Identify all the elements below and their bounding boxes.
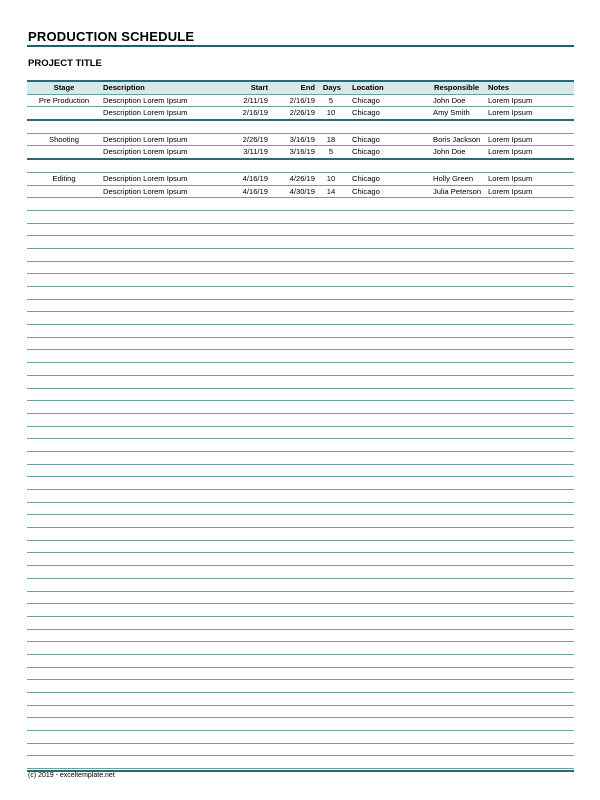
table-body: [27, 95, 574, 769]
cell-notes: Lorem Ipsum: [488, 173, 533, 183]
table-row: [27, 503, 574, 516]
table-row: [27, 706, 574, 719]
cell-location: Chicago: [352, 186, 380, 196]
table-row: [27, 198, 574, 211]
header-description: Description: [103, 83, 145, 92]
table-row: [27, 107, 574, 121]
cell-start: 2/11/19: [243, 95, 268, 105]
cell-notes: Lorem Ipsum: [488, 108, 533, 118]
table-row: [27, 630, 574, 643]
table-row: [27, 718, 574, 731]
table-row: [27, 224, 574, 237]
footer-copyright: (c) 2019 - exceltemplate.net: [28, 772, 115, 779]
table-row: [27, 655, 574, 668]
cell-start: 4/16/19: [242, 173, 268, 183]
table-row: [27, 338, 574, 351]
cell-start: 2/26/19: [242, 134, 268, 144]
cell-location: Chicago: [352, 173, 380, 183]
table-row: [27, 680, 574, 693]
table-header-row: [27, 82, 574, 95]
table-row: [27, 160, 574, 173]
table-row: [27, 300, 574, 313]
table-row: [27, 515, 574, 528]
cell-description: Description Lorem Ipsum: [103, 186, 188, 196]
table-row: [27, 579, 574, 592]
table-row: [27, 363, 574, 376]
header-days: Days: [322, 83, 341, 92]
table-row: [27, 566, 574, 579]
cell-location: Chicago: [352, 147, 380, 157]
cell-responsible: Boris Jackson: [433, 134, 481, 144]
header-notes: Notes: [488, 83, 510, 92]
table-row: [27, 756, 574, 769]
table-row: [27, 731, 574, 744]
cell-notes: Lorem Ipsum: [488, 186, 533, 196]
table-row: [27, 744, 574, 757]
cell-responsible: Julia Peterson: [433, 186, 482, 196]
table-row: [27, 274, 574, 287]
table-row: [27, 236, 574, 249]
table-row: [27, 211, 574, 224]
cell-responsible: John Doe: [433, 147, 466, 157]
table-row: [27, 439, 574, 452]
table-row: [27, 528, 574, 541]
cell-days: 10: [326, 108, 336, 118]
table-row: [27, 146, 574, 160]
table-row: [27, 553, 574, 566]
table-row: [27, 541, 574, 554]
cell-stage: Editing: [52, 173, 76, 183]
cell-end: 3/16/19: [289, 147, 315, 157]
table-row: [27, 693, 574, 706]
cell-days: 14: [326, 186, 336, 196]
cell-location: Chicago: [352, 108, 380, 118]
table-row: [27, 477, 574, 490]
table-row: [27, 414, 574, 427]
header-stage: Stage: [53, 83, 75, 92]
cell-end: 3/16/19: [289, 134, 315, 144]
table-row: [27, 325, 574, 338]
cell-start: 4/16/19: [242, 186, 268, 196]
table-row: [27, 312, 574, 325]
schedule-table: [27, 80, 574, 769]
table-row: [27, 465, 574, 478]
table-row: [27, 592, 574, 605]
cell-start: 3/11/19: [243, 147, 268, 157]
cell-days: 18: [326, 134, 336, 144]
cell-notes: Lorem Ipsum: [488, 134, 533, 144]
cell-days: 5: [328, 147, 334, 157]
cell-description: Description Lorem Ipsum: [103, 173, 188, 183]
table-row: [27, 249, 574, 262]
table-row: [27, 376, 574, 389]
table-row: [27, 401, 574, 414]
table-row: [27, 121, 574, 134]
table-row: [27, 95, 574, 108]
cell-description: Description Lorem Ipsum: [103, 108, 188, 118]
header-responsible: Responsible: [434, 83, 480, 92]
cell-end: 2/16/19: [289, 95, 315, 105]
header-end: End: [300, 83, 315, 92]
cell-start: 2/16/19: [242, 108, 268, 118]
cell-stage: Pre Production: [38, 95, 90, 105]
cell-days: 5: [328, 95, 334, 105]
title-divider: [27, 45, 574, 47]
cell-stage: Shooting: [49, 134, 79, 144]
cell-description: Description Lorem Ipsum: [103, 147, 188, 157]
cell-end: 4/26/19: [289, 173, 315, 183]
cell-days: 10: [326, 173, 336, 183]
table-row: [27, 617, 574, 630]
table-row: [27, 186, 574, 199]
cell-description: Description Lorem Ipsum: [103, 134, 188, 144]
table-row: [27, 427, 574, 440]
cell-end: 2/26/19: [289, 108, 315, 118]
cell-notes: Lorem Ipsum: [488, 95, 533, 105]
table-row: [27, 173, 574, 186]
table-row: [27, 452, 574, 465]
table-row: [27, 389, 574, 402]
table-row: [27, 642, 574, 655]
table-row: [27, 134, 574, 147]
cell-location: Chicago: [352, 95, 380, 105]
cell-responsible: John Doe: [433, 95, 466, 105]
cell-responsible: Holly Green: [433, 173, 474, 183]
table-row: [27, 350, 574, 363]
cell-responsible: Amy Smith: [433, 108, 470, 118]
table-row: [27, 668, 574, 681]
cell-location: Chicago: [352, 134, 380, 144]
header-location: Location: [352, 83, 384, 92]
table-row: [27, 604, 574, 617]
cell-end: 4/30/19: [289, 186, 315, 196]
table-row: [27, 287, 574, 300]
page-title: PRODUCTION SCHEDULE: [28, 29, 195, 44]
cell-description: Description Lorem Ipsum: [103, 95, 188, 105]
table-row: [27, 262, 574, 275]
header-start: Start: [250, 83, 268, 92]
table-row: [27, 490, 574, 503]
cell-notes: Lorem Ipsum: [488, 147, 533, 157]
project-title: PROJECT TITLE: [28, 58, 102, 69]
